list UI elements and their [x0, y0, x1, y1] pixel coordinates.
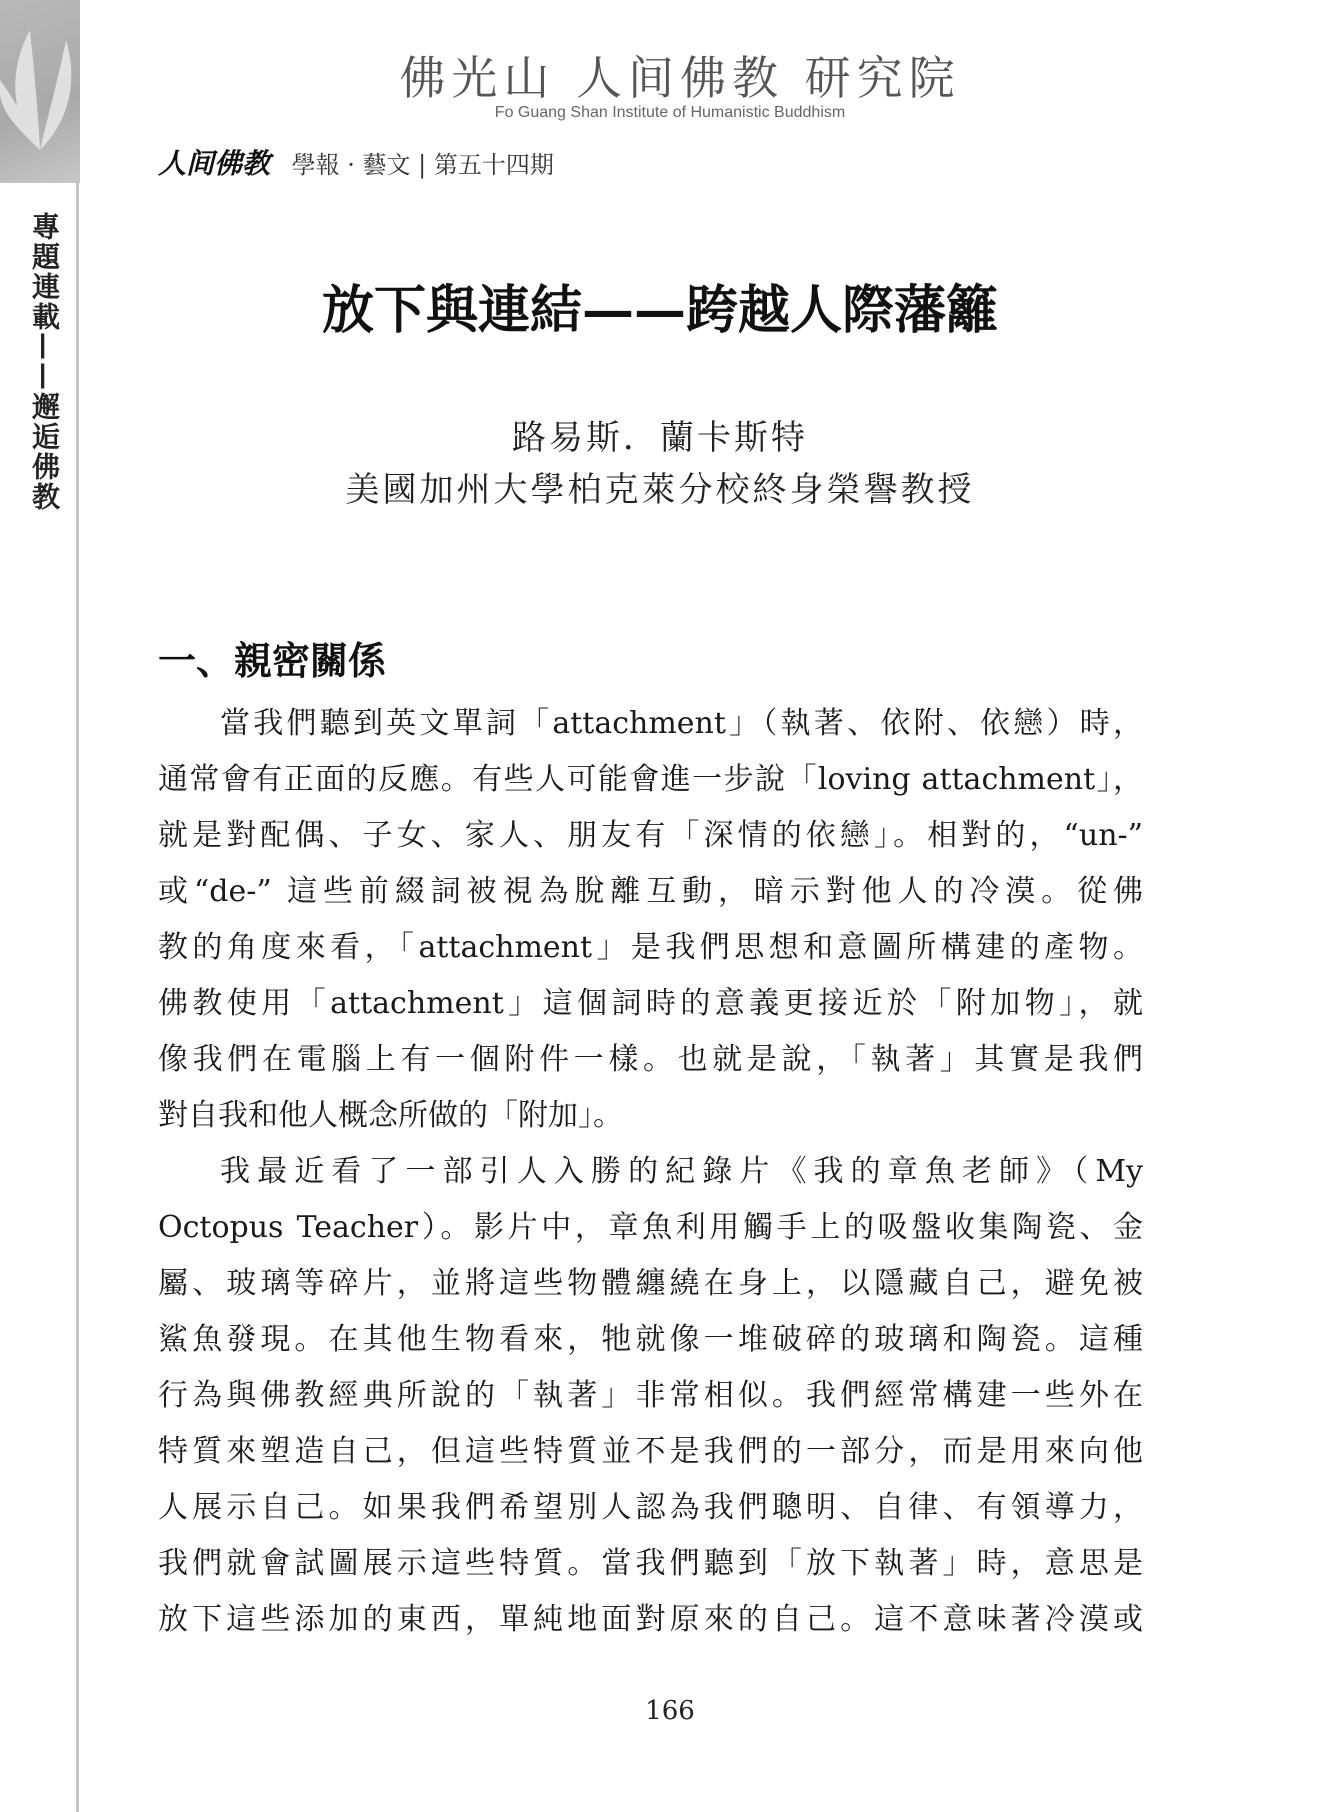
body-line: 教的角度來看，「attachment」是我們思想和意圖所構建的產物。 [158, 930, 1143, 965]
section-heading: 一、親密關係 [158, 638, 387, 683]
body-line: Octopus Teacher）。影片中，章魚利用觸手上的吸盤收集陶瓷、金 [158, 1210, 1143, 1245]
article-author: 路易斯．蘭卡斯特 [512, 418, 808, 458]
body-line: 放下這些添加的東西，單純地面對原來的自己。這不意味著冷漠或 [158, 1602, 1143, 1637]
body-line: 我最近看了一部引人入勝的紀錄片《我的章魚老師》（My [220, 1154, 1143, 1189]
corner-lotus-decoration [0, 0, 80, 182]
body-line: 特質來塑造自己，但這些特質並不是我們的一部分，而是用來向他 [158, 1434, 1143, 1469]
body-line: 當我們聽到英文單詞「attachment」（執著、依附、依戀）時， [220, 706, 1143, 741]
body-line: 我們就會試圖展示這些特質。當我們聽到「放下執著」時，意思是 [158, 1546, 1143, 1581]
journal-header [158, 142, 554, 182]
journal-brand: 人间佛教 [158, 147, 271, 180]
institute-name: 佛光山 人间佛教 研究院 [399, 51, 961, 105]
lotus-icon [0, 0, 80, 182]
header-divider [0, 181, 80, 183]
body-line: 通常會有正面的反應。有些人可能會進一步說「loving attachment」， [158, 762, 1143, 797]
body-line: 行為與佛教經典所說的「執著」非常相似。我們經常構建一些外在 [158, 1378, 1143, 1413]
body-line: 佛教使用「attachment」這個詞時的意義更接近於「附加物」，就 [158, 986, 1143, 1021]
page-number: 166 [645, 1696, 695, 1726]
body-line: 像我們在電腦上有一個附件一樣。也就是說，「執著」其實是我們 [158, 1042, 1143, 1077]
body-line: 屬、玻璃等碎片，並將這些物體纏繞在身上，以隱藏自己，避免被 [158, 1266, 1143, 1301]
journal-issue-info: 學報 · 藝文 | 第五十四期 [291, 151, 554, 179]
body-line: 對自我和他人概念所做的「附加」。 [158, 1098, 623, 1133]
institute-english-name: Fo Guang Shan Institute of Humanistic Buddhism [494, 104, 846, 121]
margin-rule [76, 182, 79, 1812]
author-affiliation: 美國加州大學柏克萊分校終身榮譽教授 [345, 470, 975, 510]
side-section-label: 專題連載——邂逅佛教 [28, 212, 61, 512]
article-body [158, 696, 1143, 1648]
body-line: 鯊魚發現。在其他生物看來，牠就像一堆破碎的玻璃和陶瓷。這種 [158, 1322, 1143, 1357]
body-line: 就是對配偶、子女、家人、朋友有「深情的依戀」。相對的，“un-” [158, 818, 1143, 853]
body-line: 或“de-” 這些前綴詞被視為脫離互動，暗示對他人的冷漠。從佛 [158, 874, 1143, 909]
body-line: 人展示自己。如果我們希望別人認為我們聰明、自律、有領導力， [158, 1490, 1143, 1525]
article-title: 放下與連結——跨越人際藩籬 [321, 280, 998, 341]
